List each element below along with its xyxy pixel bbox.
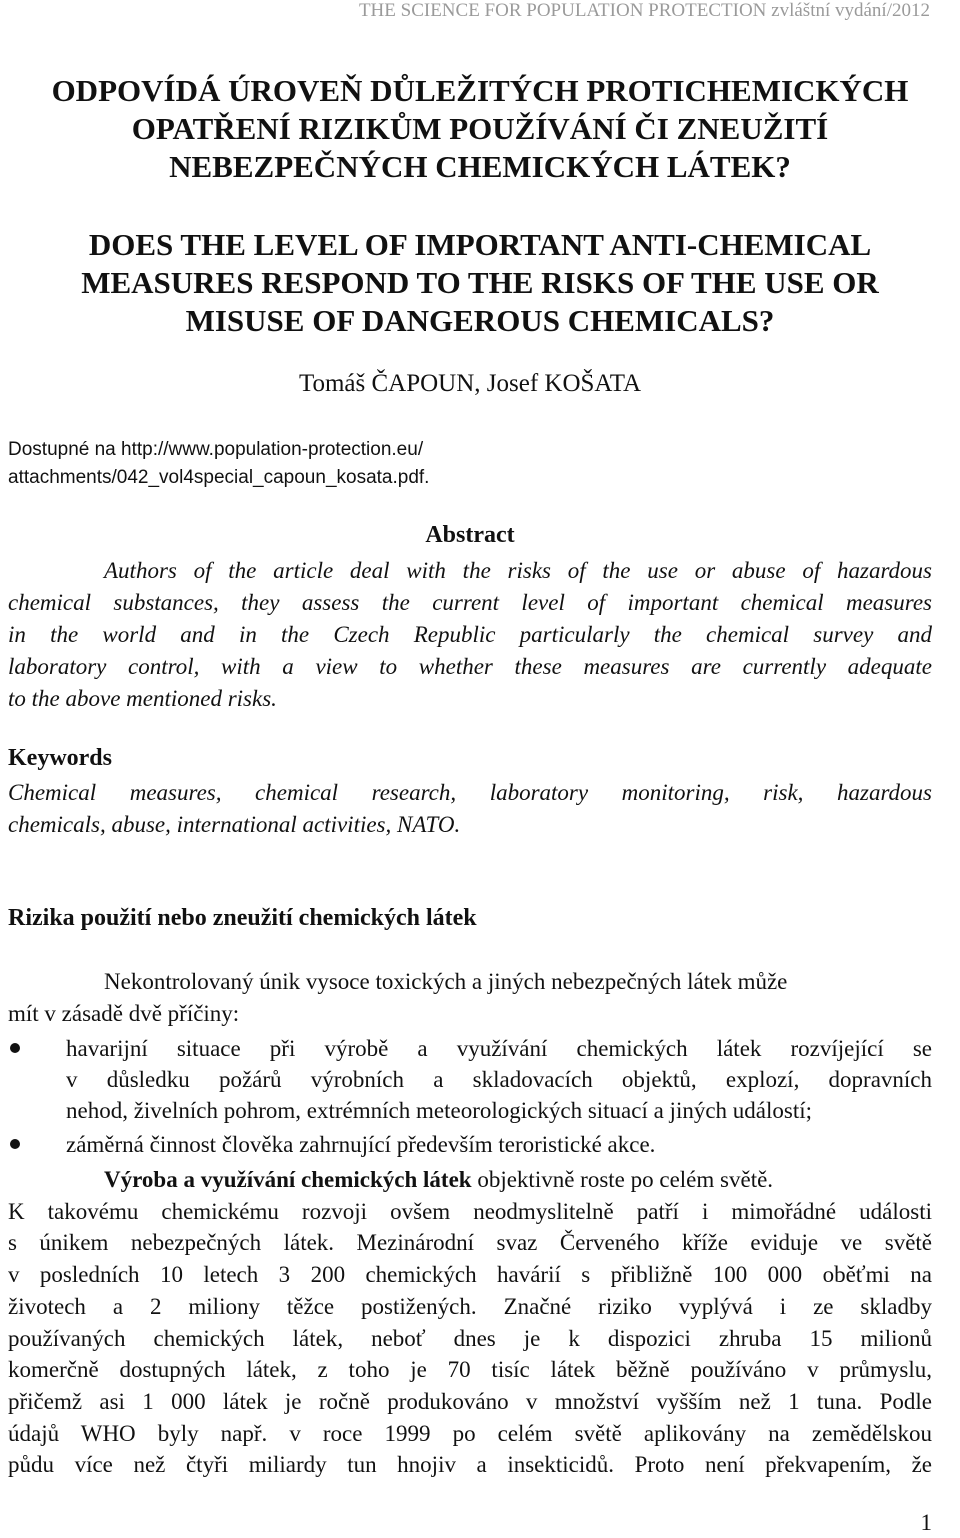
list-item [8,1033,932,1126]
running-header: THE SCIENCE FOR POPULATION PROTECTION zvláštní vydání/2012 [358,0,930,21]
body-line: v posledních 10 letech 3 200 chemických havárií s přibližně 100 000 oběťmi na [8,1262,932,1288]
abstract-text [8,555,932,715]
body-line: s únikem nebezpečných látek. Mezinárodní svaz Červeného kříže eviduje ve světě [8,1230,932,1256]
intro-line: Nekontrolovaný únik vysoce toxických a jiných nebezpečných látek může [104,969,788,994]
keywords-heading: Keywords [8,745,112,771]
bullet-icon [10,1139,20,1149]
abstract-line: Authors of the article deal with the risks of the use or abuse of hazardous [104,558,932,583]
list-item [8,1129,932,1160]
title-english [0,226,960,340]
page-number: 1 [920,1510,932,1535]
authors: Tomáš ČAPOUN, Josef KOŠATA [298,370,642,397]
body-lead-bold: Výroba a využívání chemických látek [104,1167,472,1192]
intro-line: mít v zásadě dvě příčiny: [8,1001,240,1026]
title-english-line: MEASURES RESPOND TO THE RISKS OF THE USE OR [81,265,879,300]
title-czech-line: NEBEZPEČNÝCH CHEMICKÝCH LÁTEK? [169,149,791,184]
body-line: komerčně dostupných látek, z toho je 70 tisíc látek běžně používáno v průmyslu, [8,1357,932,1383]
body-line-lead [8,1164,932,1196]
title-czech-line: ODPOVÍDÁ ÚROVEŇ DŮLEŽITÝCH PROTICHEMICKÝCH [51,73,909,108]
body-line: používaných chemických látek, neboť dnes je k dispozici zhruba 15 milionů [8,1325,932,1351]
abstract-line: chemical substances, they assess the current level of important chemical measures [8,590,932,615]
causes-list [8,1033,932,1163]
title-english-line: DOES THE LEVEL OF IMPORTANT ANTI-CHEMICAL [88,227,872,262]
abstract-heading: Abstract [425,522,515,548]
body-line: údajů WHO byly např. v roce 1999 po celém světě aplikovány na zemědělskou [8,1420,932,1446]
body-paragraph [8,1164,932,1481]
list-item-line: havarijní situace při výrobě a využívání chemických látek rozvíjející se [66,1036,932,1061]
body-line: půdu více než čtyři miliardy tun hnojiv a insekticidů. Proto není překvapením, že [8,1452,932,1478]
bullet-icon [10,1043,20,1053]
body-line: K takovému chemickému rozvoji ovšem neodmyslitelně patří i mimořádné události [8,1198,932,1224]
title-english-line: MISUSE OF DANGEROUS CHEMICALS? [185,303,775,338]
abstract-line: laboratory control, with a view to whether these measures are currently adequate [8,654,932,679]
availability-line[interactable]: Dostupné na http://www.population-protection.eu/ [8,439,424,460]
body-line: přičemž asi 1 000 látek je ročně produkováno v množství vyšším než 1 tuna. Podle [8,1388,932,1414]
section-heading: Rizika použití nebo zneužití chemických látek [8,905,477,931]
keywords-line: chemicals, abuse, international activities, NATO. [8,812,461,837]
availability-line[interactable]: attachments/042_vol4special_capoun_kosata.pdf. [8,467,430,488]
availability-link[interactable] [8,436,429,492]
keywords-text [8,777,932,841]
intro-paragraph [8,966,932,1030]
list-item-line: záměrná činnost člověka zahrnující především teroristické akce. [66,1132,656,1157]
abstract-line: in the world and in the Czech Republic particularly the chemical survey and [8,622,932,647]
list-item-line: v důsledku požárů výrobních a skladovacích objektů, explozí, dopravních [66,1067,932,1092]
keywords-line: Chemical measures, chemical research, laboratory monitoring, risk, hazardous [8,780,932,805]
body-line: životech a 2 miliony těžce postižených. Značné riziko vyplývá i ze skladby [8,1293,932,1319]
abstract-line: to the above mentioned risks. [8,686,277,711]
title-czech-line: OPATŘENÍ RIZIKŮM POUŽÍVÁNÍ ČI ZNEUŽITÍ [131,111,829,146]
list-item-line: nehod, živelních pohrom, extrémních meteorologických situací a jiných událostí; [66,1098,813,1123]
title-czech [0,72,960,186]
body-lead-rest: objektivně roste po celém světě. [471,1167,774,1192]
